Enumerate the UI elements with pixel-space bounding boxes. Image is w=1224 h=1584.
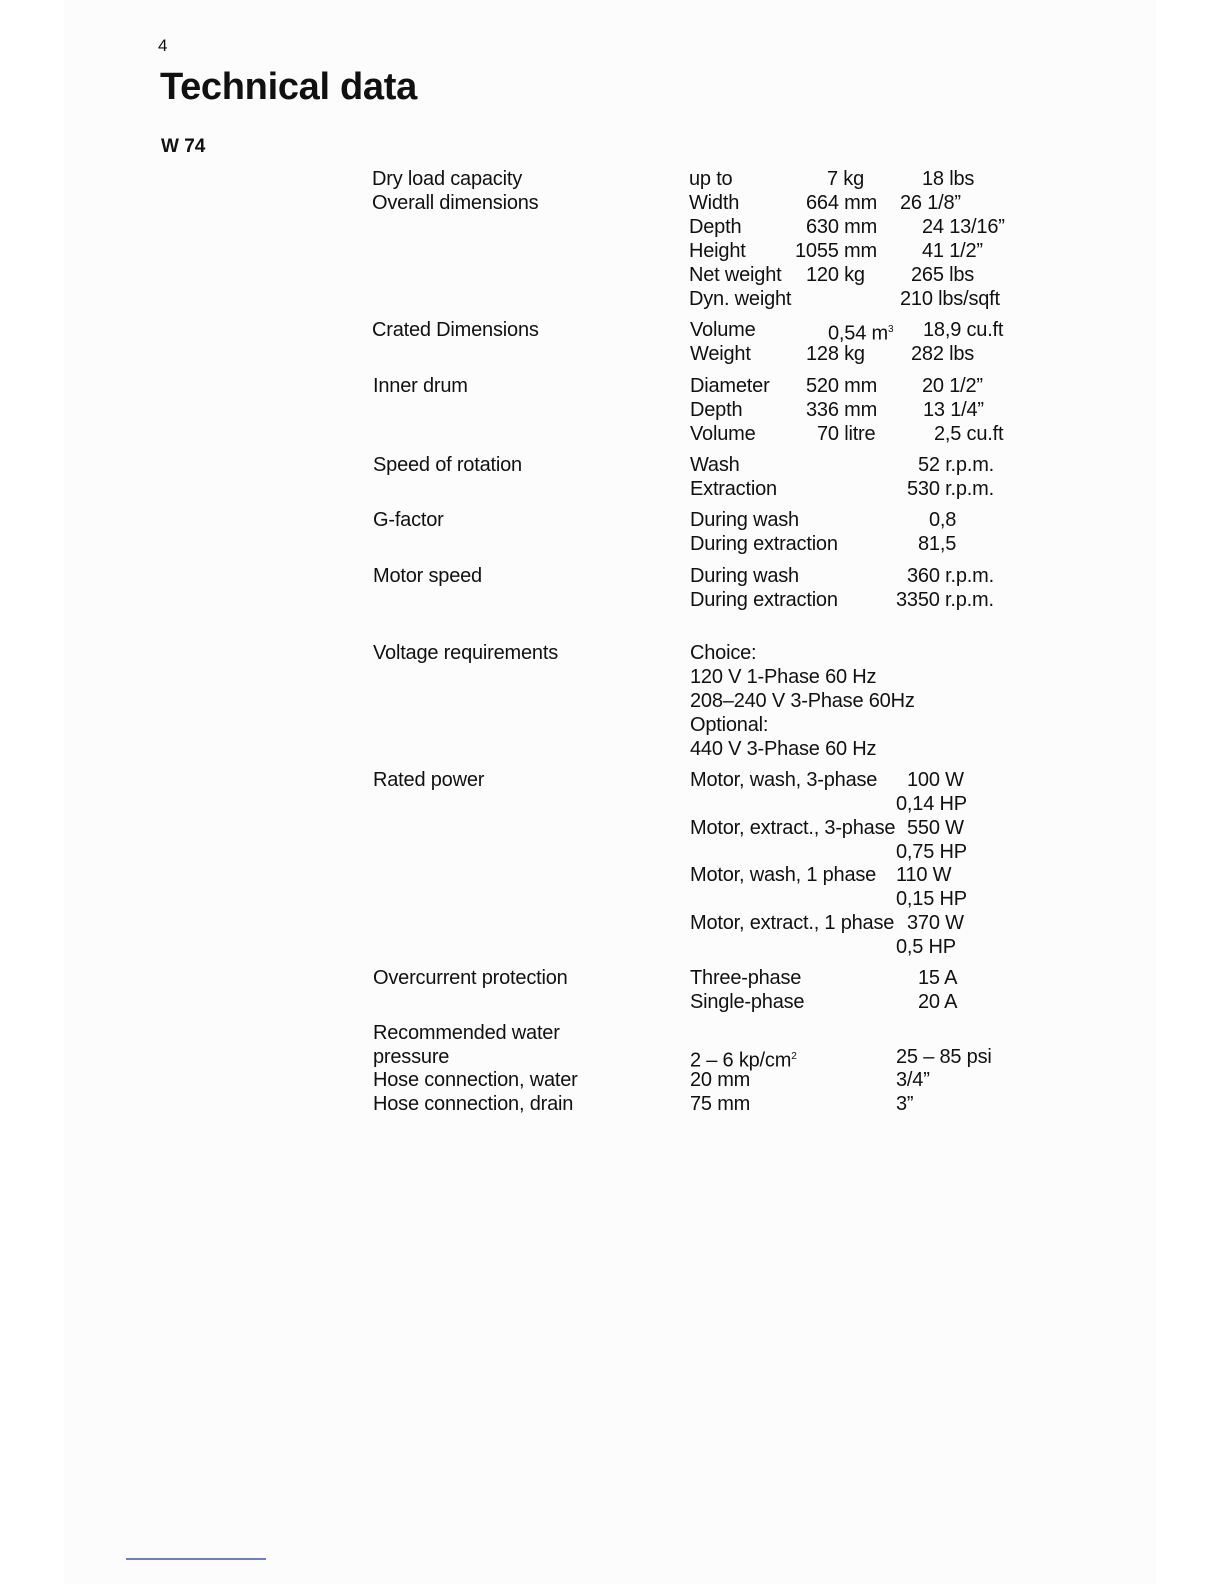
- page-title: Technical data: [160, 66, 417, 108]
- width-metric: 664 mm: [806, 192, 878, 214]
- voltage-line: 208–240 V 3-Phase 60Hz: [690, 690, 915, 712]
- voltage-line: 120 V 1-Phase 60 Hz: [690, 666, 877, 688]
- hose-drain-label: Hose connection, drain: [373, 1093, 574, 1115]
- dry-load-metric: 7 kg: [827, 168, 865, 190]
- width-key: Width: [689, 192, 740, 214]
- overcurrent-three-phase-key: Three-phase: [690, 967, 802, 989]
- drum-diameter-metric: 520 mm: [806, 375, 878, 397]
- dry-load-imperial: 18 lbs: [922, 168, 975, 190]
- rotation-wash-key: Wash: [690, 454, 740, 476]
- power-row-hp: 0,5 HP: [896, 936, 956, 958]
- voltage-label: Voltage requirements: [373, 642, 559, 664]
- model-name: W 74: [161, 136, 206, 157]
- power-row-hp: 0,14 HP: [896, 793, 967, 815]
- dyn-weight-key: Dyn. weight: [689, 288, 792, 310]
- voltage-line: 440 V 3-Phase 60 Hz: [690, 738, 877, 760]
- speed-of-rotation-label: Speed of rotation: [373, 454, 522, 476]
- crated-volume-key: Volume: [690, 319, 756, 341]
- cubic-superscript: 3: [887, 324, 894, 335]
- crated-volume-imperial: 18,9 cu.ft: [923, 319, 1004, 341]
- rotation-extraction-value: 530 r.p.m.: [907, 478, 994, 500]
- g-factor-label: G-factor: [373, 509, 444, 531]
- dry-load-label: Dry load capacity: [372, 168, 522, 190]
- g-factor-wash-key: During wash: [690, 509, 799, 531]
- drum-volume-key: Volume: [690, 423, 756, 445]
- dry-load-key: up to: [689, 168, 733, 190]
- overcurrent-single-phase-value: 20 A: [918, 991, 958, 1013]
- voltage-line: Choice:: [690, 642, 757, 664]
- hose-drain-imperial: 3”: [896, 1093, 914, 1115]
- g-factor-extraction-value: 81,5: [918, 533, 957, 555]
- g-factor-extraction-key: During extraction: [690, 533, 838, 555]
- drum-volume-metric: 70 litre: [817, 423, 876, 445]
- depth-metric: 630 mm: [806, 216, 878, 238]
- net-weight-metric: 120 kg: [806, 264, 865, 286]
- voltage-line: Optional:: [690, 714, 769, 736]
- overall-dimensions-label: Overall dimensions: [372, 192, 539, 214]
- power-row-key: Motor, extract., 3-phase: [690, 817, 896, 839]
- overcurrent-single-phase-key: Single-phase: [690, 991, 805, 1013]
- power-row-watts: 100 W: [907, 769, 964, 791]
- inner-drum-label: Inner drum: [373, 375, 468, 397]
- depth-key: Depth: [689, 216, 742, 238]
- crated-volume-metric: 0,54 $m^3$: [828, 322, 894, 345]
- drum-depth-key: Depth: [690, 399, 743, 421]
- crated-dimensions-label: Crated Dimensions: [372, 319, 539, 341]
- drum-depth-metric: 336 mm: [806, 399, 878, 421]
- page-number: 4: [158, 36, 168, 55]
- power-row-watts: 110 W: [896, 864, 952, 886]
- power-row-watts: 370 W: [907, 912, 964, 934]
- motor-speed-extraction-value: 3350 r.p.m.: [896, 589, 994, 611]
- motor-speed-label: Motor speed: [373, 565, 482, 587]
- power-row-key: Motor, extract., 1 phase: [690, 912, 895, 934]
- motor-speed-wash-value: 360 r.p.m.: [907, 565, 994, 587]
- footer-rule: [126, 1558, 266, 1560]
- height-key: Height: [689, 240, 746, 262]
- crated-weight-metric: 128 kg: [806, 343, 865, 365]
- water-pressure-label: Recommended water: [373, 1022, 560, 1044]
- water-pressure-metric: 2 – 6 $kp/cm^2$: [690, 1049, 797, 1072]
- power-row-key: Motor, wash, 1 phase: [690, 864, 877, 886]
- water-pressure-imperial: 25 – 85 psi: [896, 1046, 992, 1068]
- width-imperial: 26 1/8”: [900, 192, 961, 214]
- rotation-extraction-key: Extraction: [690, 478, 777, 500]
- drum-diameter-key: Diameter: [690, 375, 770, 397]
- water-pressure-label-2: pressure: [373, 1046, 450, 1068]
- hose-water-imperial: 3/4”: [896, 1069, 930, 1091]
- dyn-weight-imperial: 210 lbs/sqft: [900, 288, 1000, 310]
- squared-superscript: 2: [791, 1051, 797, 1062]
- net-weight-key: Net weight: [689, 264, 782, 286]
- power-row-hp: 0,15 HP: [896, 888, 967, 910]
- power-row-watts: 550 W: [907, 817, 964, 839]
- drum-depth-imperial: 13 1/4”: [923, 399, 984, 421]
- overcurrent-label: Overcurrent protection: [373, 967, 568, 989]
- drum-diameter-imperial: 20 1/2”: [922, 375, 983, 397]
- power-row-key: Motor, wash, 3-phase: [690, 769, 878, 791]
- height-imperial: 41 1/2”: [922, 240, 983, 262]
- motor-speed-extraction-key: During extraction: [690, 589, 838, 611]
- drum-volume-imperial: 2,5 cu.ft: [934, 423, 1004, 445]
- power-row-hp: 0,75 HP: [896, 841, 967, 863]
- g-factor-wash-value: 0,8: [929, 509, 957, 531]
- depth-imperial: 24 13/16”: [922, 216, 1005, 238]
- rotation-wash-value: 52 r.p.m.: [918, 454, 995, 476]
- hose-water-label: Hose connection, water: [373, 1069, 578, 1091]
- height-metric: 1055 mm: [795, 240, 877, 262]
- net-weight-imperial: 265 lbs: [911, 264, 975, 286]
- hose-drain-metric: 75 mm: [690, 1093, 751, 1115]
- crated-weight-key: Weight: [690, 343, 751, 365]
- hose-water-metric: 20 mm: [690, 1069, 751, 1091]
- motor-speed-wash-key: During wash: [690, 565, 799, 587]
- crated-weight-imperial: 282 lbs: [911, 343, 975, 365]
- rated-power-label: Rated power: [373, 769, 485, 791]
- overcurrent-three-phase-value: 15 A: [918, 967, 958, 989]
